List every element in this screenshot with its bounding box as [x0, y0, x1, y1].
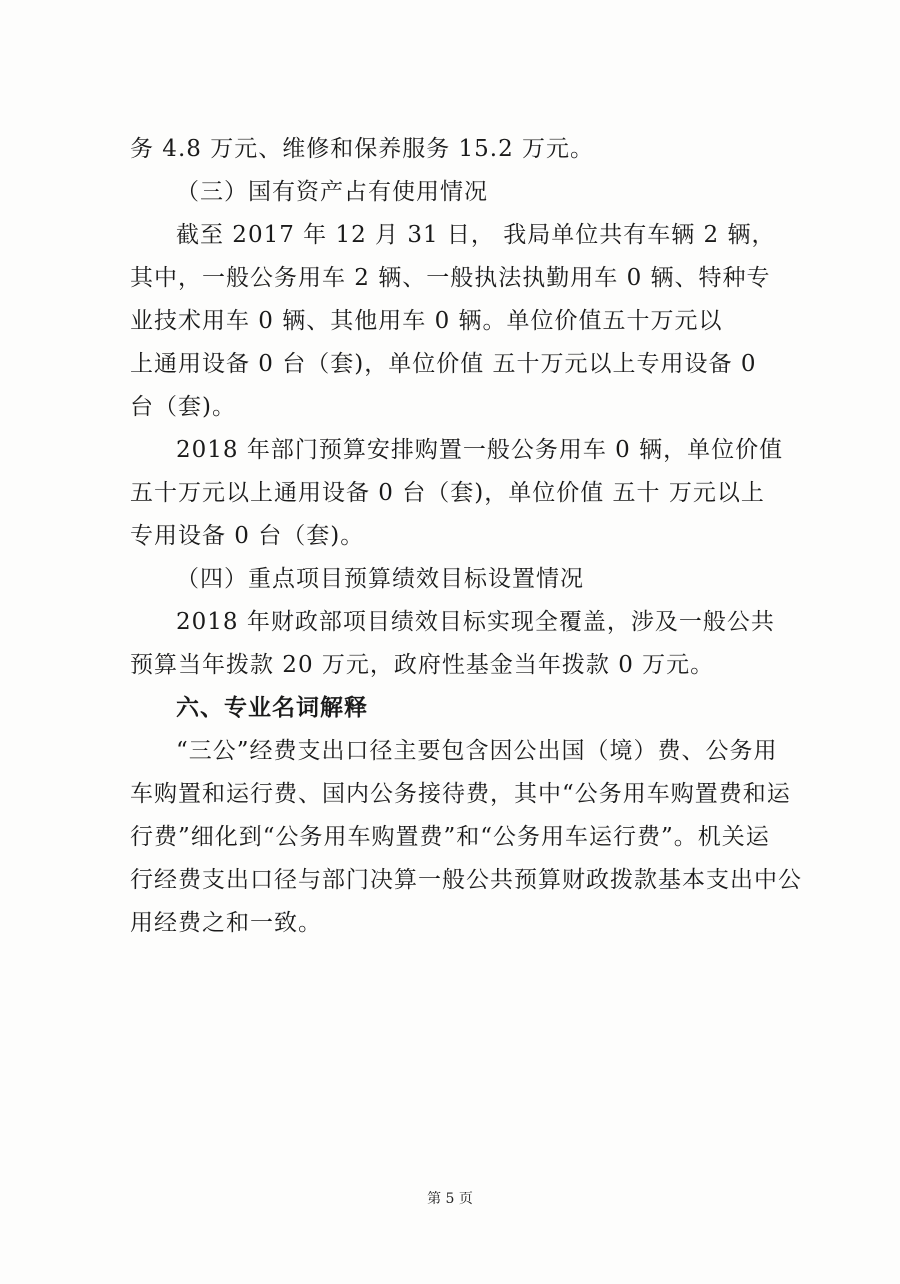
body-line: 五十万元以上通用设备 0 台（套)，单位价值 五十 万元以上 [130, 480, 765, 506]
body-line: 上通用设备 0 台（套)，单位价值 五十万元以上专用设备 0 [130, 351, 757, 377]
body-line: “三公”经费支出口径主要包含因公出国（境）费、公务用 [176, 738, 778, 764]
body-line: 行经费支出口径与部门决算一般公共预算财政拨款基本支出中公 [130, 867, 802, 893]
body-line: 行费”细化到“公务用车购置费”和“公务用车运行费”。机关运 [130, 824, 770, 850]
section-heading-terminology: 六、专业名词解释 [176, 695, 368, 721]
body-line: 台（套)。 [130, 394, 236, 420]
body-line: 用经费之和一致。 [130, 910, 322, 936]
document-body [130, 128, 802, 945]
body-line: 2018 年部门预算安排购置一般公务用车 0 辆，单位价值 [176, 437, 784, 463]
section-heading-performance-targets: （四）重点项目预算绩效目标设置情况 [176, 566, 584, 592]
page-number: 第 5 页 [427, 1191, 473, 1207]
body-line: 车购置和运行费、国内公务接待费，其中“公务用车购置费和运 [130, 781, 791, 807]
body-line: 业技术用车 0 辆、其他用车 0 辆。单位价值五十万元以 [130, 308, 723, 334]
body-line: 专用设备 0 台（套)。 [130, 523, 365, 549]
body-line: 截至 2017 年 12 月 31 日， 我局单位共有车辆 2 辆， [176, 222, 776, 248]
section-heading-asset-usage: （三）国有资产占有使用情况 [176, 179, 488, 205]
body-line: 其中，一般公务用车 2 辆、一般执法执勤用车 0 辆、特种专 [130, 265, 771, 291]
body-line: 2018 年财政部项目绩效目标实现全覆盖，涉及一般公共 [176, 609, 775, 635]
body-line: 预算当年拨款 20 万元，政府性基金当年拨款 0 万元。 [130, 652, 715, 678]
body-line: 务 4.8 万元、维修和保养服务 15.2 万元。 [130, 136, 595, 162]
